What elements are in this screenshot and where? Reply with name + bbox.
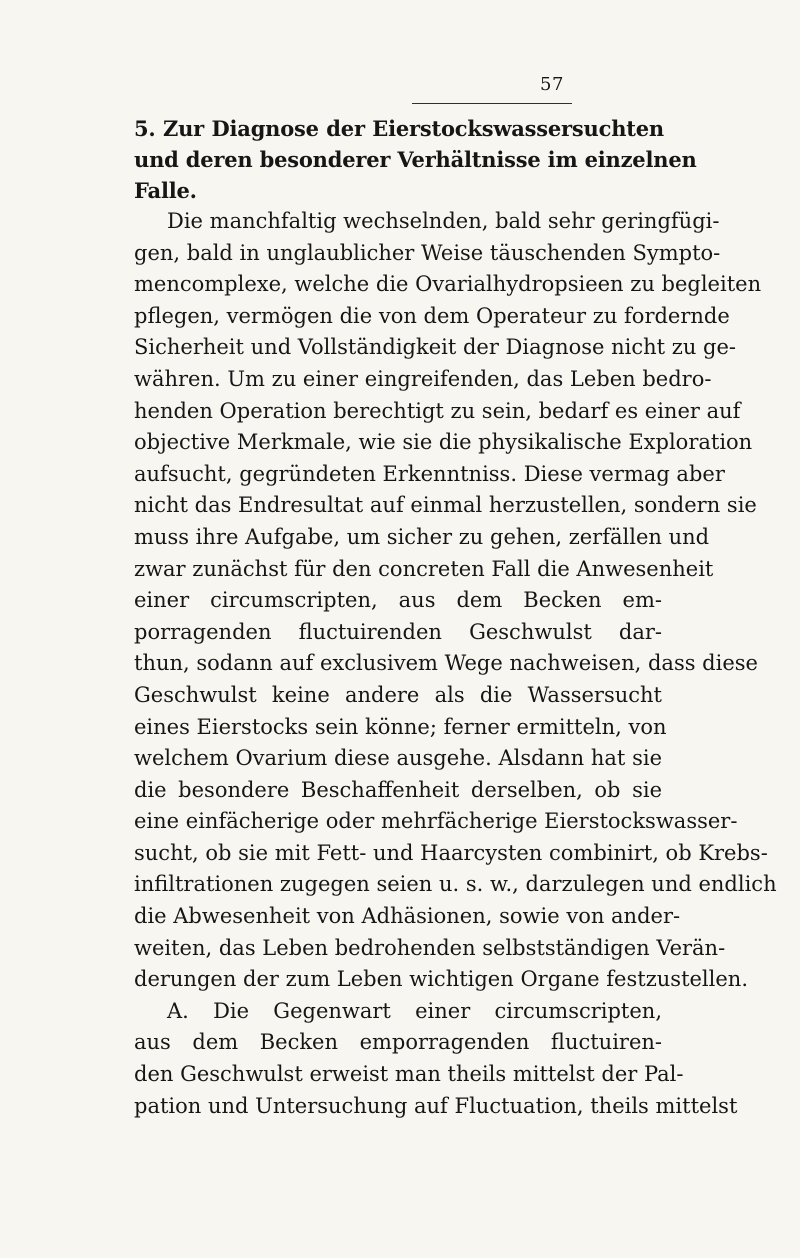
section-heading: [134, 113, 697, 206]
text-line: eines Eierstocks sein könne; ferner ermitteln, von: [134, 714, 667, 739]
text-line: pation und Untersuchung auf Fluctuation, theils mittelst: [134, 1093, 738, 1118]
text-line: sucht, ob sie mit Fett- und Haarcysten combinirt, ob Krebs-: [134, 840, 768, 865]
text-line: nicht das Endresultat auf einmal herzustellen, sondern sie: [134, 493, 757, 518]
heading-line: Falle.: [134, 178, 197, 203]
text-line: die besondere Beschaffenheit derselben, ob sie: [134, 777, 662, 802]
text-line: mencomplexe, welche die Ovarialhydropsieen zu begleiten: [134, 272, 762, 297]
text-line: infiltrationen zugegen seien u. s. w., darzulegen und endlich: [134, 872, 777, 897]
text-line: gen, bald in unglaublicher Weise täuschenden Sympto-: [134, 240, 721, 265]
text-line: muss ihre Aufgabe, um sicher zu gehen, zerfällen und: [134, 524, 710, 549]
text-line: eine einfächerige oder mehrfächerige Eierstockswasser-: [134, 809, 738, 834]
text-line: welchem Ovarium diese ausgehe. Alsdann hat sie: [134, 746, 662, 771]
text-line: währen. Um zu einer eingreifenden, das Leben bedro-: [134, 366, 712, 391]
heading-line: und deren besonderer Verhältnisse im einzelnen: [134, 147, 697, 172]
page-number: 57: [540, 74, 564, 95]
text-line: A. Die Gegenwart einer circumscripten,: [167, 998, 662, 1023]
text-line: aufsucht, gegründeten Erkenntniss. Diese vermag aber: [134, 461, 725, 486]
text-line: porragenden fluctuirenden Geschwulst dar-: [134, 619, 662, 644]
text-line: aus dem Becken emporragenden fluctuiren-: [134, 1030, 662, 1055]
text-line: Die manchfaltig wechselnden, bald sehr geringfügi-: [167, 209, 720, 233]
header-rule: [412, 103, 572, 104]
text-line: objective Merkmale, wie sie die physikalische Exploration: [134, 430, 753, 455]
text-line: den Geschwulst erweist man theils mittelst der Pal-: [134, 1062, 684, 1087]
body-text: [134, 206, 777, 1122]
text-line: pflegen, vermögen die von dem Operateur zu fordernde: [134, 303, 730, 328]
text-line: Geschwulst keine andere als die Wassersucht: [134, 682, 662, 707]
text-line: die Abwesenheit von Adhäsionen, sowie von ander-: [134, 904, 681, 929]
text-line: derungen der zum Leben wichtigen Organe festzustellen.: [134, 967, 748, 992]
text-line: einer circumscripten, aus dem Becken em-: [134, 588, 662, 613]
text-line: weiten, das Leben bedrohenden selbstständigen Verän-: [134, 935, 726, 960]
text-line: henden Operation berechtigt zu sein, bedarf es einer auf: [134, 398, 741, 423]
text-line: thun, sodann auf exclusivem Wege nachweisen, dass diese: [134, 651, 758, 676]
heading-line: 5. Zur Diagnose der Eierstockswassersuchten: [134, 116, 664, 141]
text-line: Sicherheit und Vollständigkeit der Diagnose nicht zu ge-: [134, 335, 736, 360]
text-line: zwar zunächst für den concreten Fall die Anwesenheit: [134, 556, 714, 581]
